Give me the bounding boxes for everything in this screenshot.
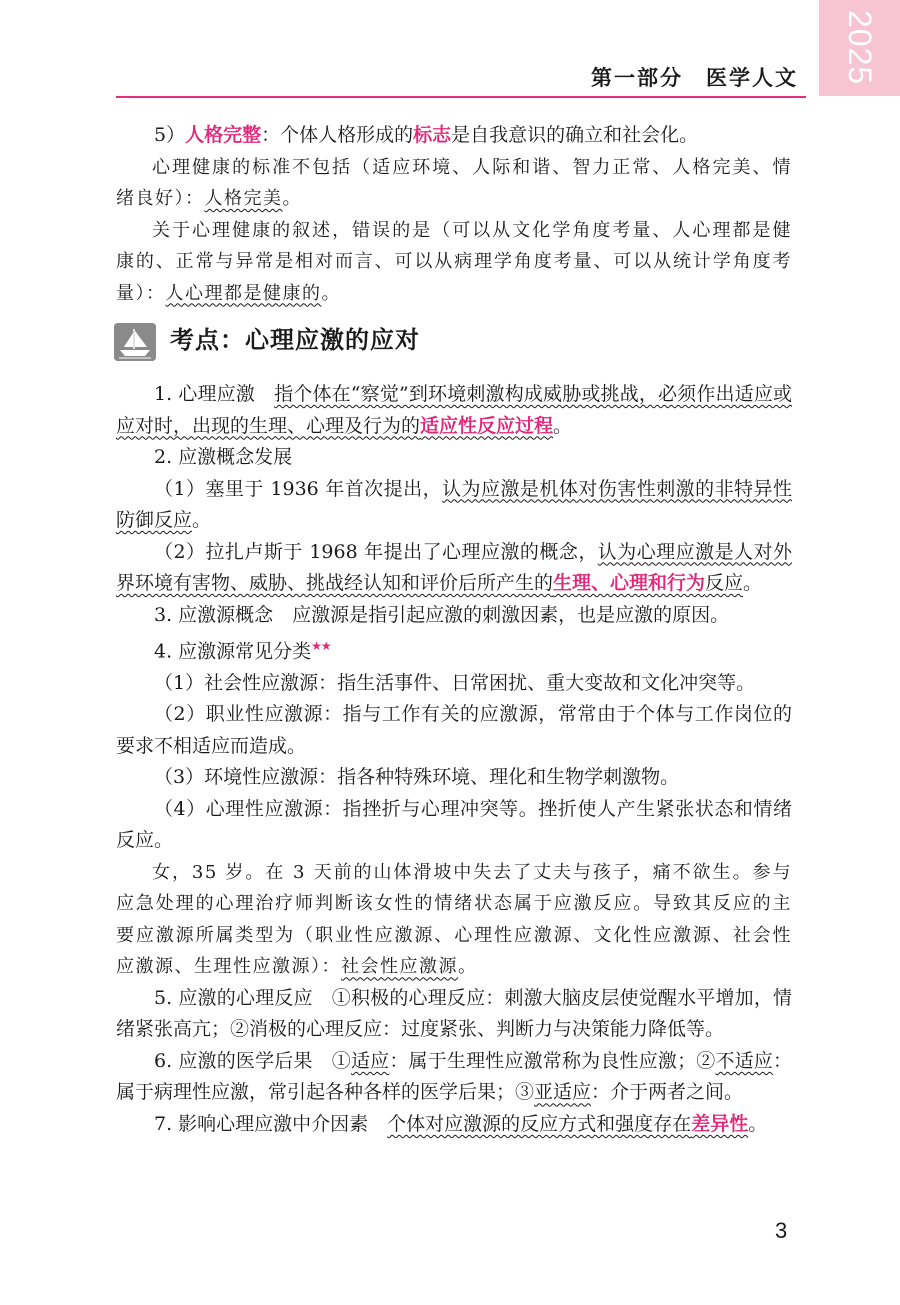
- emphasis-text: 个体对应激源的反应方式和强度存在: [387, 1112, 692, 1135]
- key-term: 人格完整: [185, 124, 262, 146]
- header-title: 第一部分 医学人文: [591, 66, 798, 90]
- case-question: [116, 857, 792, 983]
- paragraph-personality: [116, 120, 792, 152]
- answer-text: 人格完美: [204, 188, 283, 209]
- item-4-4: （4）心理性应激源：指挫折与心理冲突等。挫折使人产生紧张状态和情绪反应。: [116, 797, 792, 852]
- item-4-1: （1）社会性应激源：指生活事件、日常困扰、重大变故和文化冲突等。: [154, 671, 756, 694]
- question-text: 心理健康的标准不包括（适应环境、人际和谐、智力正常、人格完美、情绪良好）：: [116, 156, 792, 209]
- item-4: [116, 631, 792, 668]
- answer-text: 社会性应激源: [341, 956, 458, 978]
- question-text: 关于心理健康的叙述，错误的是（可以从文化学角度考量、人心理都是健康的、正常与异常是相对而言、可以从病理学角度考量、可以从统计学角度考量）：: [116, 219, 792, 304]
- item-7: [116, 1109, 792, 1141]
- punct: 。: [321, 282, 341, 304]
- page-content: [116, 120, 792, 1140]
- item-2: 2. 应激概念发展: [154, 446, 293, 468]
- punct: 。: [192, 509, 212, 531]
- year-tab: [819, 0, 900, 96]
- item-2-1: [116, 474, 792, 537]
- text-run: （2）拉扎卢斯于 1968 年提出了心理应激的概念，: [154, 540, 598, 563]
- emphasis-text: 认为应激是机体对伤害性刺激的非特异性防御反应: [116, 477, 792, 531]
- emphasis-text: 反应: [705, 572, 744, 594]
- text-run: ：介于两者之间。: [591, 1081, 744, 1104]
- text-run: 6. 应激的医学后果 ①: [154, 1049, 351, 1072]
- punct: 。: [458, 956, 478, 978]
- item-3: 3. 应激源概念 应激源是指引起应激的刺激因素，也是应激的原因。: [154, 603, 730, 626]
- text-run: 是自我意识的确立和社会化。: [451, 124, 699, 146]
- key-term: 适应性反应过程: [420, 414, 554, 437]
- key-term: 生理、心理和行为: [553, 572, 706, 594]
- text-run: （1）塞里于 1936 年首次提出，: [154, 477, 443, 500]
- question-mental-health-error: [116, 215, 792, 310]
- item-4-2: （2）职业性应激源：指与工作有关的应激源，常常由于个体与工作岗位的要求不相适应而造成。: [116, 703, 792, 757]
- item-5: 5. 应激的心理反应 ①积极的心理反应：刺激大脑皮层使觉醒水平增加，情绪紧张高亢；②消极的心理反应：过度紧张、判断力与决策能力降低等。: [116, 986, 792, 1041]
- punct: 。: [748, 1112, 768, 1135]
- key-term: 差异性: [691, 1112, 749, 1135]
- page-number: 3: [775, 1218, 788, 1243]
- item-number: 5）: [154, 124, 186, 146]
- sailboat-icon: [114, 323, 156, 361]
- emphasis-text: 适应: [350, 1049, 390, 1072]
- emphasis-text: 不适应: [715, 1049, 773, 1072]
- punct: 。: [553, 414, 573, 437]
- page-header: [116, 60, 806, 98]
- item-6: [116, 1046, 792, 1109]
- item-1: [116, 379, 792, 442]
- section-heading: [114, 319, 792, 375]
- text-run: ：属于生理性应激常称为良性应激；②: [389, 1049, 716, 1072]
- punct: 。: [282, 188, 302, 209]
- punct: 。: [743, 572, 763, 594]
- section-title: 考点：心理应激的应对: [170, 326, 420, 354]
- key-term: 标志: [413, 124, 452, 146]
- emphasis-text: 亚适应: [534, 1081, 592, 1104]
- question-text: 女，35 岁。在 3 天前的山体滑坡中失去了丈夫与孩子，痛不欲生。参与应急处理的心理治疗师判断该女性的情绪状态属于应激反应。导致其反应的主要应激源所属类型为（职业性应激源、心理性应激源、文化性应激源、社会性应激源、生理性应激源）：: [116, 861, 792, 978]
- item-label: 1. 心理应激: [154, 383, 275, 405]
- emphasis-text: 指个体在“察觉”到环境刺激构成威胁或挑战，必须作出适应或应对时，出现的生理、心理及行为的: [116, 383, 792, 437]
- emphasis-text: 认为心理应激是人对外界环境有害物、威胁、挑战经认知和评价后所产生的: [116, 540, 792, 594]
- text-run: ：个体人格形成的: [261, 124, 414, 146]
- question-mental-health-standard: [116, 152, 792, 215]
- item-4-3: （3）环境性应激源：指各种特殊环境、理化和生物学刺激物。: [154, 766, 680, 789]
- year-label: 2025: [842, 10, 878, 86]
- answer-text: 人心理都是健康的: [165, 282, 322, 304]
- item-label: 7. 影响心理应激中介因素: [154, 1112, 388, 1135]
- item-2-2: [116, 537, 792, 600]
- importance-stars: ★★: [311, 639, 331, 653]
- text-run: ：属于病理性应激，常引起各种各样的医学后果；③: [116, 1049, 792, 1104]
- item-label: 4. 应激源常见分类: [154, 640, 312, 663]
